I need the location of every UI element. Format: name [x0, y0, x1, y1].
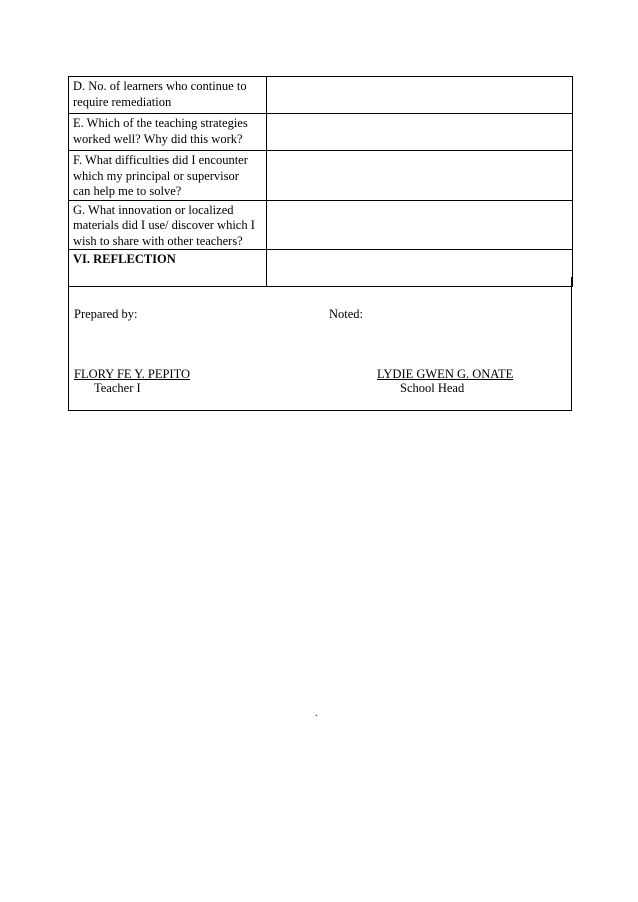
- row-label-strategies: [69, 114, 267, 151]
- label-line: can help me to solve?: [73, 184, 182, 198]
- school-head-name: LYDIE GWEN G. ONATE: [377, 367, 514, 381]
- row-answer-cell: [267, 114, 573, 151]
- label-line: worked well? Why did this work?: [73, 131, 243, 146]
- preparer-name: FLORY FE Y. PEPITO: [74, 367, 191, 381]
- noted-label: Noted:: [329, 307, 364, 321]
- label-line: D. No. of learners who continue to: [73, 79, 247, 93]
- lesson-log-table: [68, 76, 573, 287]
- label-line: F. What difficulties did I encounter: [73, 153, 248, 167]
- prepared-by-label: Prepared by:: [74, 307, 138, 321]
- row-label-remediation: [69, 77, 267, 114]
- row-label-difficulties: [69, 151, 267, 201]
- table-row: [69, 114, 573, 151]
- footer-mark: .: [315, 708, 318, 719]
- row-label-innovation: [69, 200, 267, 250]
- preparer-title: Teacher I: [94, 381, 141, 395]
- row-answer-cell: [267, 151, 573, 201]
- table-row: [69, 77, 573, 114]
- reflection-heading: VI. REFLECTION: [69, 250, 267, 287]
- label-line: G. What innovation or localized: [73, 202, 234, 217]
- label-line: require remediation: [73, 94, 172, 109]
- label-line: which my principal or supervisor: [73, 168, 239, 183]
- table-row: [69, 200, 573, 250]
- label-line: materials did I use/ discover which I: [73, 218, 255, 232]
- table-row: [69, 151, 573, 201]
- school-head-title: School Head: [400, 381, 465, 395]
- label-line: E. Which of the teaching strategies: [73, 116, 248, 130]
- label-line: wish to share with other teachers?: [73, 233, 243, 248]
- signature-section: [68, 277, 572, 411]
- row-answer-cell: [267, 77, 573, 114]
- row-answer-cell: [267, 200, 573, 250]
